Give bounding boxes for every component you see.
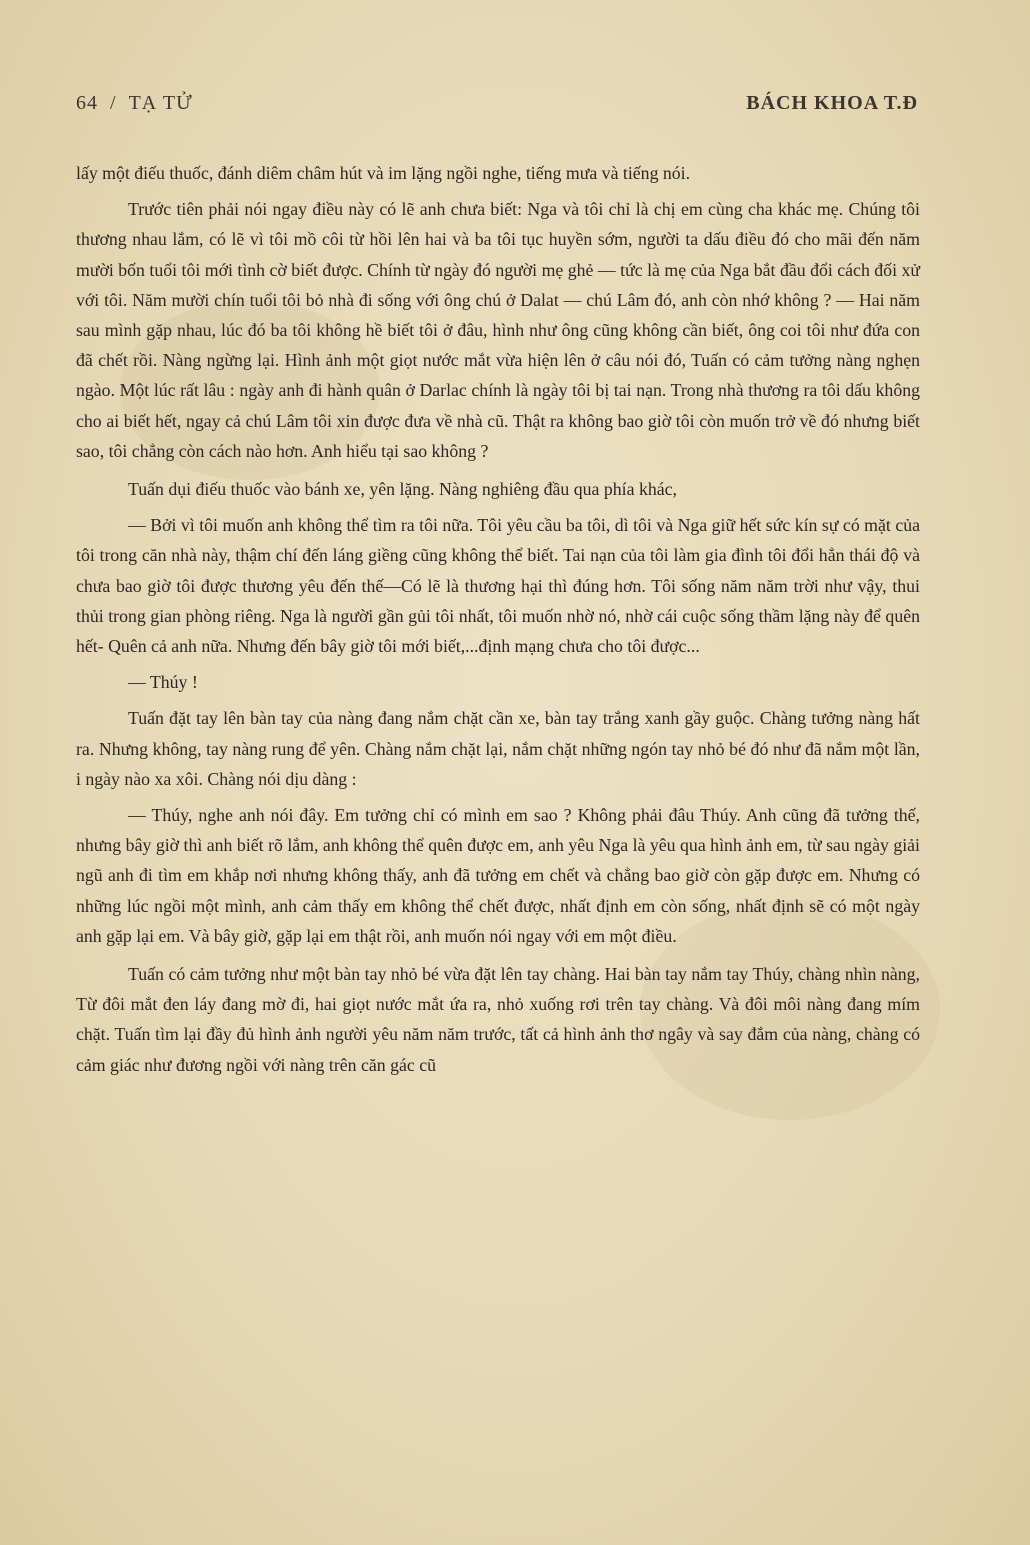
paragraph: Tuấn có cảm tưởng như một bàn tay nhỏ bé vừa đặt lên tay chàng. Hai bàn tay nắm tay Thúy, chàng nhìn nàng, Từ đôi mắt đen láy đang mờ đi, hai giọt nước mắt ứa ra, nhỏ xuống rơi trên tay chàng. Và đôi môi nàng đang mím chặt. Tuấn tìm lại đầy đủ hình ảnh người yêu năm năm trước, tất cả hình ảnh thơ ngây và say đắm của nàng, chàng có cảm giác như đương ngồi với nàng trên căn gác cũ — [76, 964, 920, 1075]
paragraph: Tuấn đặt tay lên bàn tay của nàng đang nắm chặt cần xe, bàn tay trắng xanh gầy guộc. Chàng tưởng nàng hất ra. Nhưng không, tay nàng rung để yên. Chàng nắm chặt lại, nắm chặt những ngón tay nhỏ bé đó như đã nắm một lần, i ngày nào xa xôi. Chàng nói dịu dàng : — [76, 708, 920, 789]
paragraph: Trước tiên phải nói ngay điều này có lẽ anh chưa biết: Nga và tôi chỉ là chị em cùng cha khác mẹ. Chúng tôi thương nhau lắm, có lẽ vì tôi mồ côi từ hồi lên hai và ba tôi tục huyền sớm, người ta dấu điều đó cho mãi đến năm mười bốn tuổi tôi mới tình cờ biết được. Chính từ ngày đó người mẹ ghẻ — tức là mẹ của Nga bắt đầu đổi cách đối xử với tôi. Năm mười chín tuổi tôi bỏ nhà đi sống với ông chú ở Dalat — chú Lâm đó, anh còn nhớ không ? — Hai năm sau mình gặp nhau, lúc đó ba tôi không hề biết tôi ở đâu, hình như ông cũng không cần biết, ông coi tôi như đứa con đã chết rồi. Nàng ngừng lại. Hình ảnh một giọt nước mắt vừa hiện lên ở câu nói đó, Tuấn có cảm tưởng nàng nghẹn ngào. Một lúc rất lâu : ngày anh đi hành quân ở Darlac chính là ngày tôi bị tai nạn. Trong nhà thương ra tôi dấu không cho ai biết hết, ngay cả chú Lâm tôi xin được đưa về nhà cũ. Thật ra không bao giờ tôi còn muốn trở về đó nhưng biết sao, tôi chẳng còn cách nào hơn. Anh hiểu tại sao không ? — [76, 199, 920, 461]
paragraph: — Thúy, nghe anh nói đây. Em tưởng chỉ có mình em sao ? Không phải đâu Thúy. Anh cũng đã tưởng thế, nhưng bây giờ thì anh biết rõ lắm, anh không thể quên được em, anh yêu Nga là yêu qua hình ảnh em, từ sau ngày giải ngũ anh đi tìm em khắp nơi nhưng không thấy, anh đã tưởng em chết và chẳng bao giờ còn gặp được em. Nhưng có những lúc ngồi một mình, anh cảm thấy em không thể chết được, nhất định em còn sống, nhất định sẽ có một ngày anh gặp lại em. Và bây giờ, gặp lại em thật rồi, anh muốn nói ngay với em một điều. — [76, 805, 920, 946]
article-body — [76, 158, 920, 1086]
paragraph: — Thúy ! — [128, 672, 198, 693]
header-separator: / — [110, 92, 117, 114]
magazine-name: BÁCH KHOA T.Đ — [746, 92, 918, 114]
header-left — [76, 92, 193, 115]
page-number: 64 — [76, 92, 98, 114]
paragraph: — Bởi vì tôi muốn anh không thể tìm ra tôi nữa. Tôi yêu cầu ba tôi, dì tôi và Nga giữ hết sức kín sự có mặt của tôi trong căn nhà này, thậm chí đến láng giềng cũng không thể biết. Tai nạn của tôi làm gia đình tôi đổi hẳn thái độ và chưa bao giờ tôi được thương yêu đến thế—Có lẽ là thương hại thì đúng hơn. Tôi sống năm năm trời như vậy, thui thủi trong gian phòng riêng. Nga là người gần gủi tôi nhất, tôi muốn nhờ nó, nhờ cái cuộc sống thầm lặng này để quên hết- Quên cả anh nữa. Nhưng đến bây giờ tôi mới biết,...định mạng chưa cho tôi được... — [76, 515, 920, 657]
running-header — [76, 92, 918, 122]
paragraph: lấy một điếu thuốc, đánh diêm châm hút và im lặng ngồi nghe, tiếng mưa và tiếng nói. — [76, 163, 691, 183]
paragraph: Tuấn dụi điếu thuốc vào bánh xe, yên lặng. Nàng nghiêng đầu qua phía khác, — [128, 479, 677, 500]
author-name: TẠ TỬ — [128, 92, 193, 114]
